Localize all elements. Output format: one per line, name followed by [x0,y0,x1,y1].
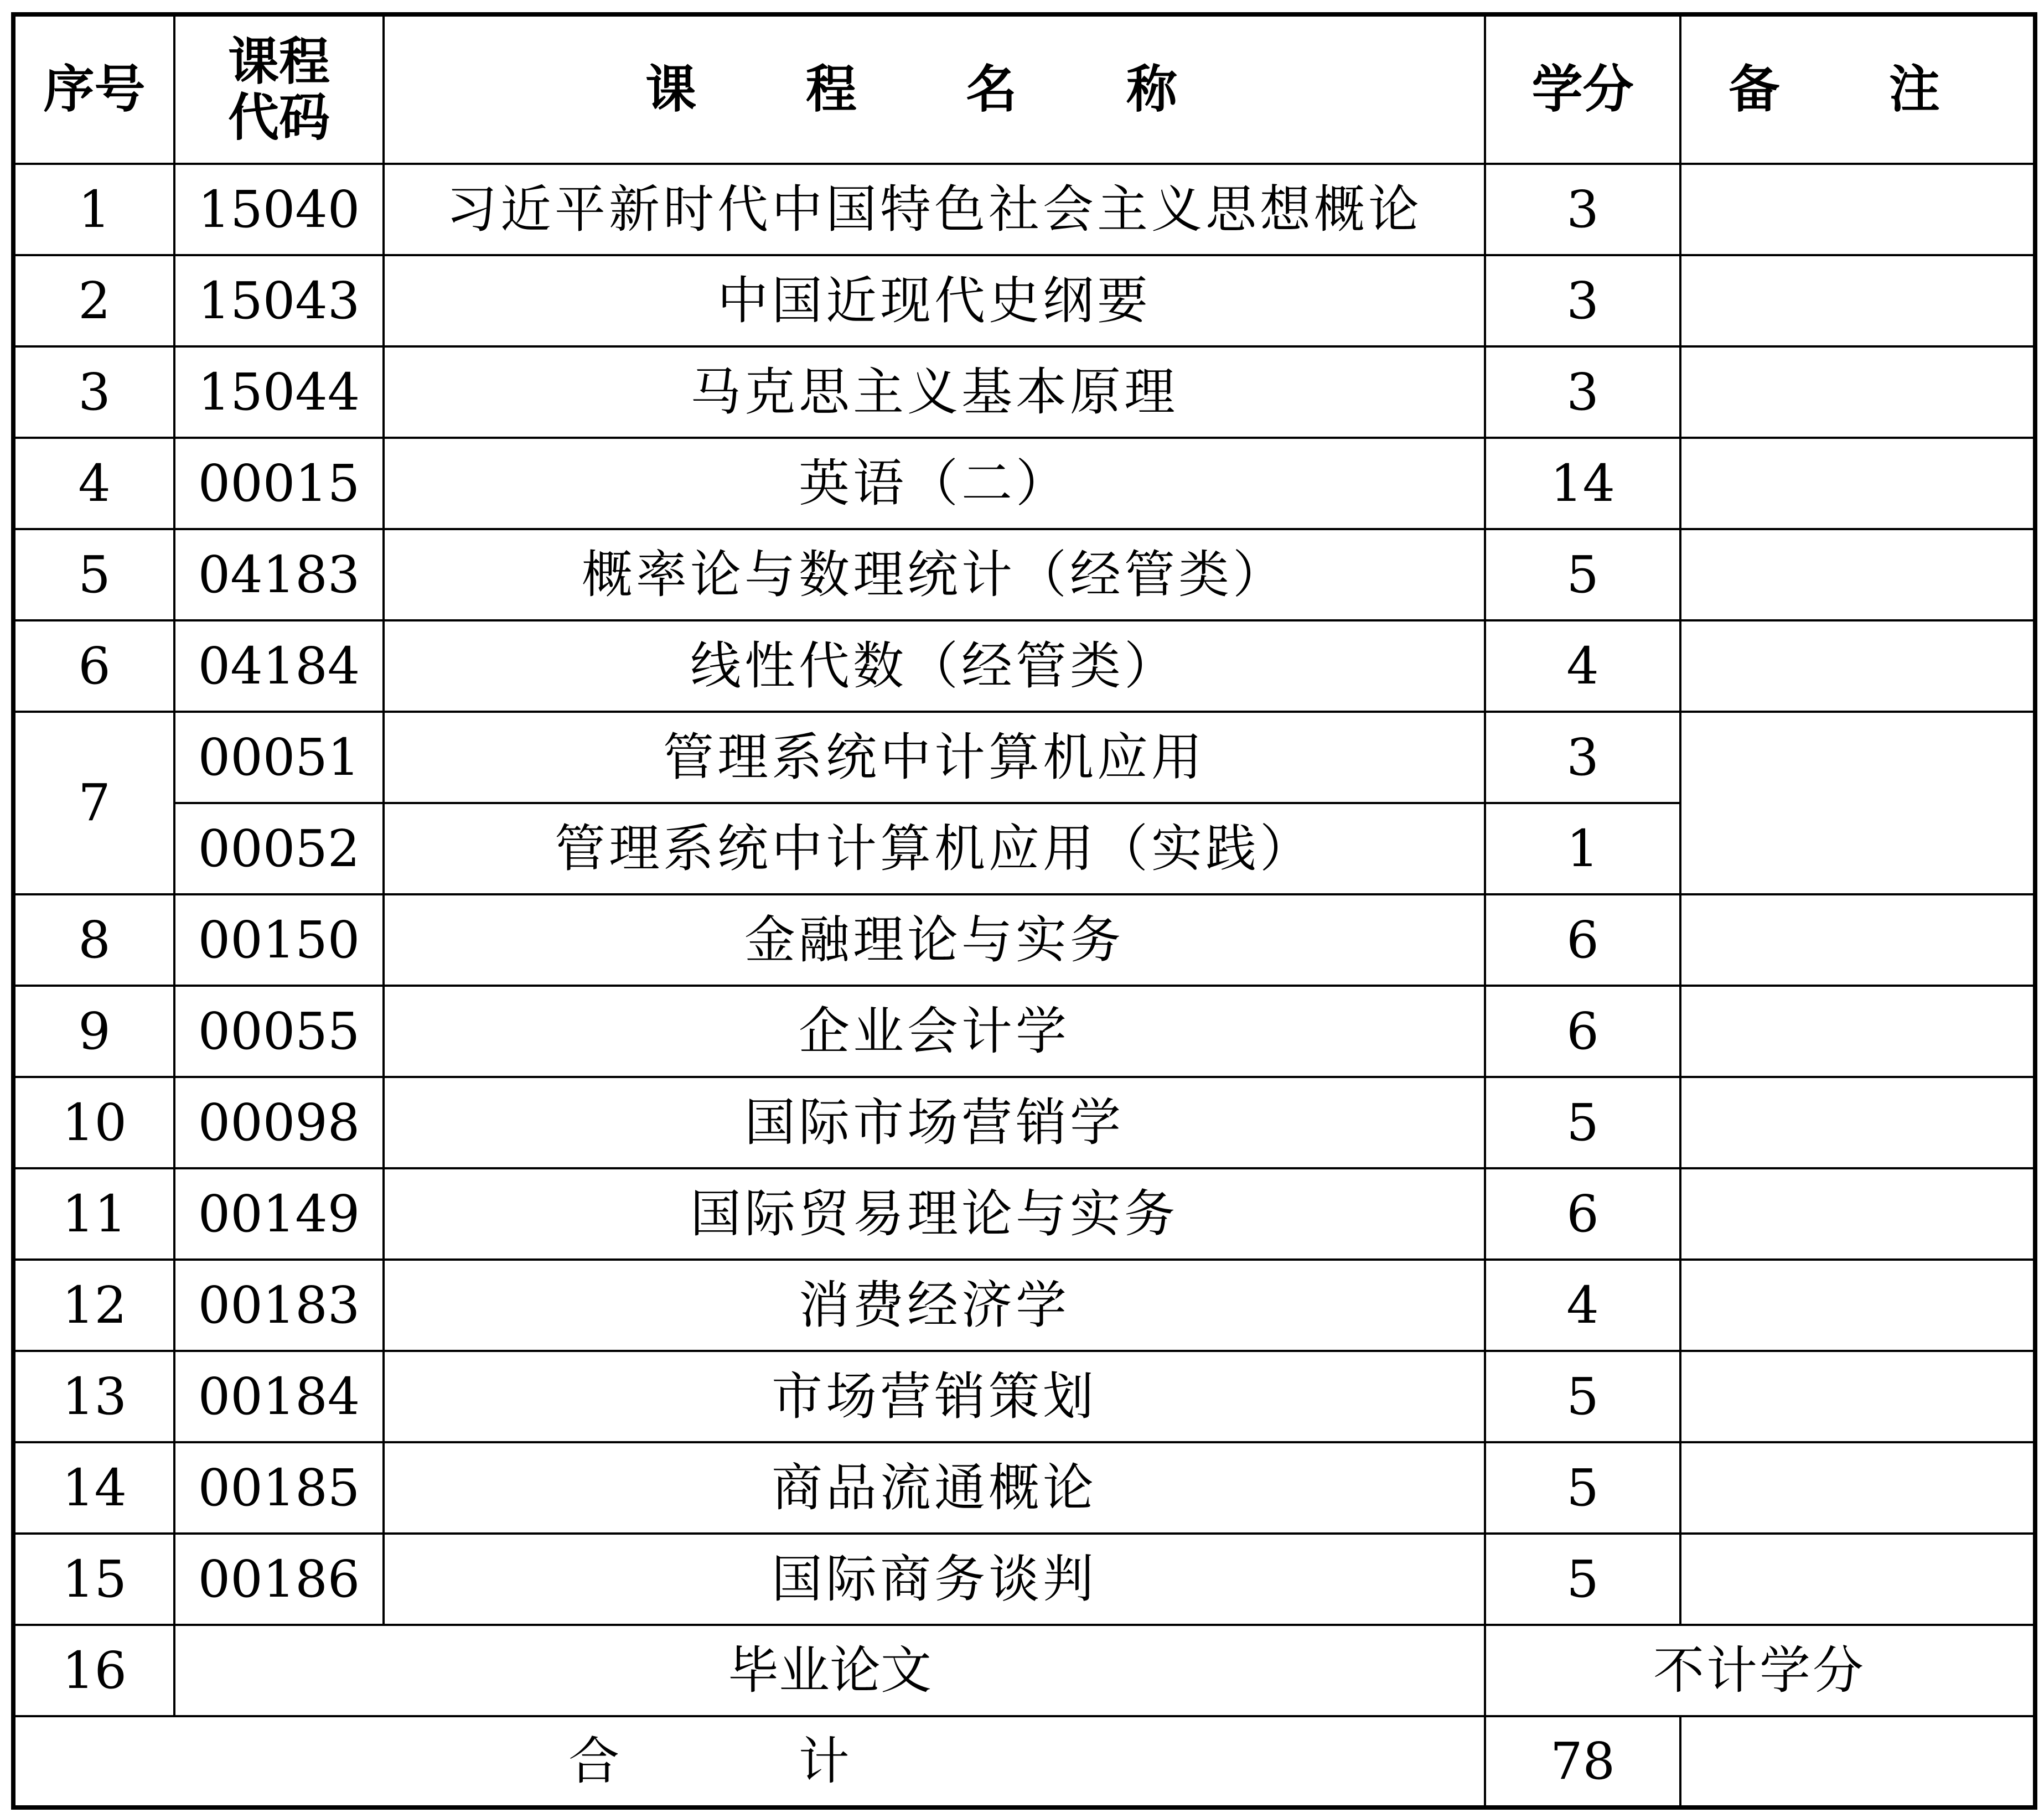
seq-cell: 5 [13,529,174,620]
code-cell: 00184 [174,1351,384,1442]
credit-cell: 3 [1485,255,1680,346]
name-cell: 商品流通概论 [384,1442,1485,1534]
name-cell: 金融理论与实务 [384,894,1485,986]
name-cell: 国际商务谈判 [384,1534,1485,1625]
credit-cell: 5 [1485,1351,1680,1442]
code-cell: 04183 [174,529,384,620]
credit-cell: 5 [1485,1077,1680,1168]
seq-cell: 2 [13,255,174,346]
table-row [13,438,2035,529]
thesis-name-cell: 毕业论文 [174,1625,1485,1716]
code-cell: 04184 [174,620,384,712]
credit-cell: 14 [1485,438,1680,529]
name-cell: 英语（二） [384,438,1485,529]
table-row [13,1077,2035,1168]
remark-cell [1680,164,2035,255]
credit-cell: 4 [1485,620,1680,712]
credit-cell: 3 [1485,346,1680,438]
credit-cell: 4 [1485,1260,1680,1351]
thesis-credit-note: 不计学分 [1485,1625,2035,1716]
seq-cell: 7 [13,712,174,894]
credit-cell: 6 [1485,986,1680,1077]
name-cell: 管理系统中计算机应用 [384,712,1485,803]
remark-cell [1680,1077,2035,1168]
code-cell: 15043 [174,255,384,346]
thesis-row [13,1625,2035,1716]
seq-cell: 6 [13,620,174,712]
code-cell: 00183 [174,1260,384,1351]
seq-cell: 15 [13,1534,174,1625]
name-cell: 概率论与数理统计（经管类） [384,529,1485,620]
table-row [13,1168,2035,1260]
credit-cell: 6 [1485,894,1680,986]
code-cell: 00055 [174,986,384,1077]
table-row [13,164,2035,255]
table-row [13,620,2035,712]
seq-cell: 11 [13,1168,174,1260]
table-row [13,255,2035,346]
table-row [13,712,2035,803]
total-credit: 78 [1485,1716,1680,1807]
table-row [13,1442,2035,1534]
table-row [13,1351,2035,1442]
seq-cell: 10 [13,1077,174,1168]
seq-cell: 12 [13,1260,174,1351]
code-cell: 00185 [174,1442,384,1534]
course-table [11,12,2037,1810]
header-credit: 学分 [1485,14,1680,164]
remark-cell [1680,255,2035,346]
name-cell: 管理系统中计算机应用（实践） [384,803,1485,894]
header-remark: 备 注 [1680,14,2035,164]
table-row [13,986,2035,1077]
name-cell: 国际贸易理论与实务 [384,1168,1485,1260]
header-seq: 序号 [13,14,174,164]
remark-cell [1680,1534,2035,1625]
name-cell: 国际市场营销学 [384,1077,1485,1168]
header-row [13,14,2035,164]
remark-cell [1680,1168,2035,1260]
code-cell: 15044 [174,346,384,438]
name-cell: 中国近现代史纲要 [384,255,1485,346]
table-row [13,1534,2035,1625]
code-cell: 00186 [174,1534,384,1625]
remark-cell [1680,1442,2035,1534]
seq-cell: 4 [13,438,174,529]
name-cell: 消费经济学 [384,1260,1485,1351]
remark-cell [1680,529,2035,620]
name-cell: 线性代数（经管类） [384,620,1485,712]
table-row [13,894,2035,986]
table-row [13,1260,2035,1351]
remark-cell [1680,986,2035,1077]
thesis-seq-cell: 16 [13,1625,174,1716]
remark-cell [1680,712,2035,894]
table-row [13,529,2035,620]
seq-cell: 3 [13,346,174,438]
remark-cell [1680,1351,2035,1442]
name-cell: 市场营销策划 [384,1351,1485,1442]
name-cell: 习近平新时代中国特色社会主义思想概论 [384,164,1485,255]
header-code-label: 课程代码 [227,32,330,147]
seq-cell: 1 [13,164,174,255]
total-remark [1680,1716,2035,1807]
credit-cell: 3 [1485,164,1680,255]
code-cell: 15040 [174,164,384,255]
remark-cell [1680,620,2035,712]
credit-cell: 1 [1485,803,1680,894]
seq-cell: 8 [13,894,174,986]
code-cell: 00052 [174,803,384,894]
seq-cell: 9 [13,986,174,1077]
remark-cell [1680,346,2035,438]
seq-cell: 14 [13,1442,174,1534]
remark-cell [1680,894,2035,986]
credit-cell: 5 [1485,529,1680,620]
credit-cell: 3 [1485,712,1680,803]
seq-cell: 13 [13,1351,174,1442]
total-label: 合 计 [13,1716,1485,1807]
credit-cell: 6 [1485,1168,1680,1260]
remark-cell [1680,1260,2035,1351]
code-cell: 00051 [174,712,384,803]
header-name: 课 程 名 称 [384,14,1485,164]
code-cell: 00149 [174,1168,384,1260]
table-row [13,346,2035,438]
name-cell: 马克思主义基本原理 [384,346,1485,438]
name-cell: 企业会计学 [384,986,1485,1077]
total-row [13,1716,2035,1807]
credit-cell: 5 [1485,1534,1680,1625]
code-cell: 00015 [174,438,384,529]
code-cell: 00098 [174,1077,384,1168]
header-code [174,14,384,164]
remark-cell [1680,438,2035,529]
credit-cell: 5 [1485,1442,1680,1534]
code-cell: 00150 [174,894,384,986]
